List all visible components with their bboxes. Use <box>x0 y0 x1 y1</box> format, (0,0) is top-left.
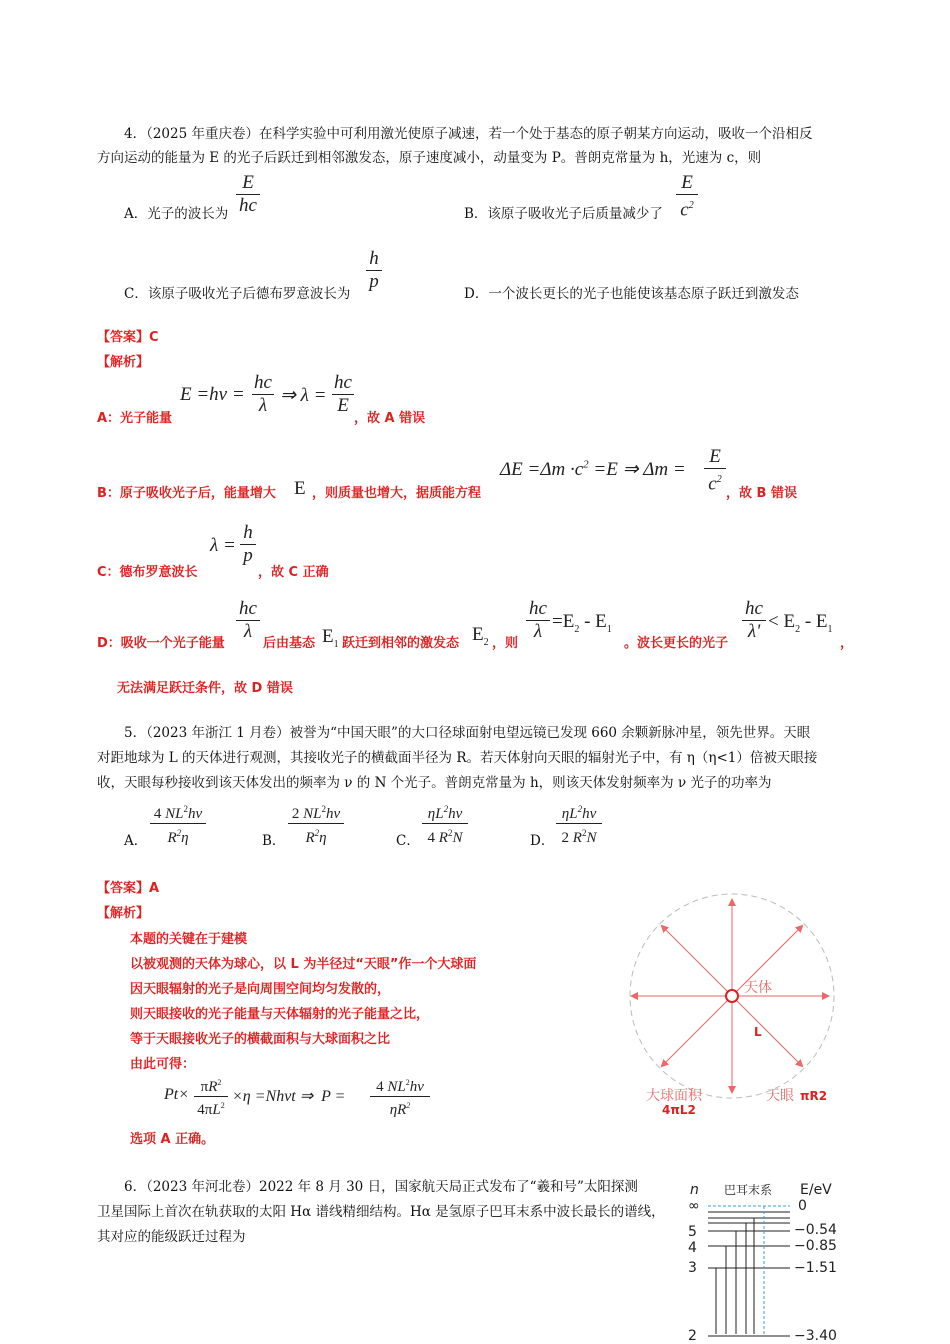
level-e-2: −3.40 <box>794 1328 837 1344</box>
q4-sol-b-end: ，故 B 错误 <box>726 486 797 501</box>
celestial-body-icon <box>726 990 738 1002</box>
q4-sol-d-1: D：吸收一个光子能量 <box>97 636 225 651</box>
transition-arrows <box>716 1218 754 1334</box>
q4-sol-a-eq2: ⇒ λ = <box>280 385 327 406</box>
q4-sol-b-mid: ，则质量也增大，据质能方程 <box>312 486 482 501</box>
q4-stem-line2: 方向运动的能量为 E 的光子后跃迁到相邻激发态，原子速度减小，动量变为 P。普朗克常量为 h，光速为 c，则 <box>97 150 762 166</box>
q5-option-c-formula: $\eta L^2h\nu$ 4 $R^2N$ <box>422 800 468 847</box>
q4-option-c: C．该原子吸收光子后德布罗意波长为 <box>124 286 351 302</box>
q5-sphere-diagram <box>620 890 840 1120</box>
q4-option-b: B．该原子吸收光子后质量减少了 <box>464 206 663 222</box>
q4-sol-d-2: 后由基态 <box>263 636 316 651</box>
q4-sol-c-end: ，故 C 正确 <box>258 565 329 580</box>
q5-option-c: C． <box>396 833 420 849</box>
q4-option-b-formula: E $c^2$ <box>676 172 698 221</box>
q6-energy-level-diagram <box>680 1176 850 1344</box>
fast-eye-value: πR2 <box>800 1089 828 1103</box>
q5-option-b-formula: 2 $NL^2h\nu$ $R^2\eta$ <box>288 800 344 847</box>
q4-sol-a-end: ，故 A 错误 <box>354 411 426 426</box>
q5-stem-line1: 5．（2023 年浙江 1 月卷）被誉为“中国天眼”的大口径球面射电望远镜已发现 660 余颗新脉冲星，领先世界。天眼 <box>124 725 811 741</box>
balmer-series-label: 巴耳末系 <box>724 1183 773 1197</box>
level-e-4: −0.85 <box>794 1238 837 1254</box>
q4-sol-a: A：光子能量 <box>97 411 173 426</box>
level-e-inf: 0 <box>798 1198 807 1214</box>
q4-sol-b-eq: $\Delta E =\Delta m \cdot c^2 =E$ ⇒ Δm = <box>500 458 686 480</box>
q5-sol-end: 选项 A 正确。 <box>130 1132 215 1147</box>
energy-unit-label: E/eV <box>800 1182 832 1198</box>
q4-sol-b-frac: E $c^2$ <box>704 446 726 495</box>
q4-option-a-formula: E hc <box>236 172 260 217</box>
level-n-4: 4 <box>688 1240 697 1256</box>
q4-sol-d-5: 。波长更长的光子 <box>624 636 729 651</box>
q5-option-d: D． <box>530 833 555 849</box>
q4-sol-c-eq: λ = <box>210 535 236 556</box>
q5-sol-line6: 由此可得： <box>130 1057 196 1072</box>
q4-sol-d-eq3: < $E_2 - E_1$ <box>768 611 833 635</box>
q4-sol-d-3: 跃迁到相邻的激发态 <box>342 636 460 651</box>
fast-eye-label: 天眼 <box>766 1088 794 1104</box>
level-e-3: −1.51 <box>794 1260 837 1276</box>
level-n-inf: ∞ <box>688 1198 700 1214</box>
q4-option-a: A．光子的波长为 <box>124 206 229 222</box>
n-axis-label: n <box>690 1182 699 1198</box>
level-e-5: −0.54 <box>794 1222 837 1238</box>
q5-sol-line3: 因天眼辐射的光子是向周围空间均匀发散的， <box>130 982 391 997</box>
level-n-2: 2 <box>688 1328 697 1344</box>
q4-sol-d-e1: $E_1$ <box>322 626 339 650</box>
q6-stem-line1: 6．（2023 年河北卷）2022 年 8 月 30 日，国家航天局正式发布了“羲和号”太阳探测 <box>124 1179 638 1195</box>
q4-sol-d-4: ，则 <box>492 636 519 651</box>
level-n-3: 3 <box>688 1260 697 1276</box>
celestial-body-label: 天体 <box>744 980 772 996</box>
q5-stem-line3: 收，天眼每秒接收到该天体发出的频率为 ν 的 N 个光子。普朗克常量为 h，则该天体发射频率为 ν 光子的功率为 <box>97 775 772 791</box>
q4-sol-c-frac: h p <box>240 522 256 567</box>
q5-option-a-formula: 4 $NL^2h\nu$ $R^2\eta$ <box>150 800 206 847</box>
q4-sol-d-6: ， <box>840 636 854 651</box>
q4-sol-a-eq1: E =hν = <box>180 384 245 405</box>
q5-option-a: A． <box>124 833 148 849</box>
sphere-area-value: 4πL2 <box>662 1103 696 1117</box>
q4-sol-b-e: E <box>294 478 306 499</box>
q4-analysis-label: 【解析】 <box>97 355 150 370</box>
q6-stem-line3: 其对应的能级跃迁过程为 <box>97 1229 246 1245</box>
q4-sol-a-frac1: hc λ <box>252 372 274 417</box>
q5-sol-line2: 以被观测的天体为球心，以 L 为半径过“天眼”作一个大球面 <box>130 957 477 972</box>
q4-sol-c: C：德布罗意波长 <box>97 565 198 580</box>
q4-sol-d-frac1: hc λ <box>236 598 260 643</box>
q4-answer: 【答案】C <box>97 330 159 345</box>
q6-stem-line2: 卫星国际上首次在轨获取的太阳 Hα 谱线精细结构。Hα 是氢原子巴耳末系中波长最长的谱线， <box>97 1204 665 1220</box>
q5-sol-line4: 则天眼接收的光子能量与天体辐射的光子能量之比， <box>130 1007 430 1022</box>
q5-sol-line1: 本题的关键在于建模 <box>130 932 248 947</box>
q4-stem-line1: 4．（2025 年重庆卷）在科学实验中可利用激光使原子减速，若一个处于基态的原子朝某方向运动，吸收一个沿相反 <box>124 126 813 142</box>
radius-label: L <box>754 1025 762 1039</box>
q4-sol-d-frac2: hc λ <box>526 598 550 643</box>
q5-answer: 【答案】A <box>97 881 160 896</box>
q4-sol-d-frac3: hc λ' <box>742 598 766 643</box>
q5-option-b: B． <box>262 833 286 849</box>
q5-analysis-label: 【解析】 <box>97 906 150 921</box>
q4-option-d: D．一个波长更长的光子也能使该基态原子跃迁到激发态 <box>464 286 799 302</box>
q5-stem-line2: 对距地球为 L 的天体进行观测，其接收光子的横截面半径为 R。若天体射向天眼的辐射光子中，有 η（η<1）倍被天眼接 <box>97 750 818 766</box>
q4-sol-d-e2: $E_2$ <box>472 624 489 648</box>
q4-sol-d-eq2: $=E_2 - E_1$ <box>552 611 612 635</box>
sphere-area-label: 大球面积 <box>646 1088 702 1104</box>
q5-option-d-formula: $\eta L^2h\nu$ 2 $R^2N$ <box>556 800 602 847</box>
q4-sol-a-frac2: hc E <box>332 372 354 417</box>
q4-sol-d-7: 无法满足跃迁条件，故 D 错误 <box>117 681 293 696</box>
q5-sol-line5: 等于天眼接收光子的横截面积与大球面积之比 <box>130 1032 391 1047</box>
level-n-5: 5 <box>688 1224 697 1240</box>
q4-option-c-formula: h p <box>366 248 382 293</box>
q4-sol-b: B：原子吸收光子后，能量增大 <box>97 486 276 501</box>
